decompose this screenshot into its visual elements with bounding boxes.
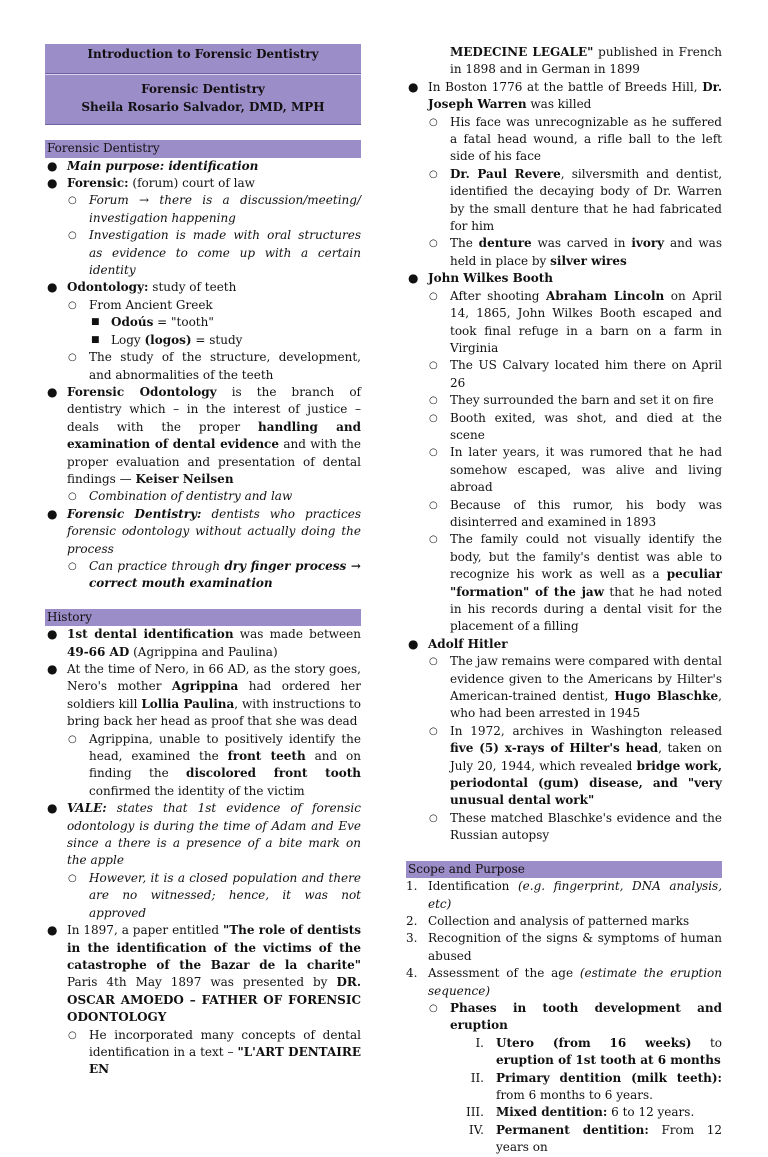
list-text: 6 to 12 years. — [607, 1105, 695, 1120]
term: (logos) — [144, 332, 192, 347]
emphasis: Abraham Lincoln — [546, 288, 665, 303]
number-marker: 3. — [406, 931, 418, 946]
list-text: Booth exited, was shot, and died at the scene — [450, 410, 722, 442]
list-text: He incorporated many concepts of dental identification in a text – — [89, 1027, 361, 1059]
list-item — [45, 279, 361, 383]
sub-list — [67, 192, 361, 279]
square-marker: ■ — [91, 334, 100, 345]
emphasis: Mixed dentition: — [496, 1105, 608, 1120]
sub-list — [67, 558, 361, 593]
history-list — [45, 626, 361, 1079]
sub-list — [67, 731, 361, 801]
circle-marker: ○ — [68, 872, 77, 884]
list-text: , taken on July 20, 1944, which revealed — [450, 741, 722, 773]
list-item — [67, 349, 361, 384]
circle-marker: ○ — [429, 360, 438, 372]
emphasis: Utero (from 16 weeks) — [496, 1035, 692, 1050]
scope-list — [406, 878, 722, 1157]
roman-list — [450, 1035, 722, 1157]
list-text: dentists who practices forensic odontology without actually doing the process — [67, 506, 361, 556]
emphasis: five (5) x-rays of Hilter's head — [450, 741, 659, 756]
list-item — [45, 661, 361, 800]
circle-marker: ○ — [429, 168, 438, 180]
circle-marker: ○ — [429, 116, 438, 128]
list-item — [45, 175, 361, 279]
list-text: confirmed the identity of the victim — [89, 783, 305, 798]
list-item — [45, 800, 361, 922]
emphasis: Lollia Paulina — [141, 696, 235, 711]
term: John Wilkes Booth — [428, 271, 553, 286]
list-item — [406, 913, 722, 930]
list-text: study of teeth — [148, 280, 237, 295]
circle-marker: ○ — [68, 352, 77, 364]
list-item — [428, 1000, 722, 1157]
list-text: The — [450, 236, 479, 251]
list-item — [428, 444, 722, 496]
sub-list — [67, 1027, 361, 1079]
list-item — [67, 1027, 361, 1079]
list-item — [45, 626, 361, 661]
term: Forensic Dentistry: — [67, 506, 202, 521]
list-text: Agrippina, unable to positively identify the head, examined the — [89, 731, 361, 764]
list-item — [67, 731, 361, 801]
circle-marker: ○ — [429, 238, 438, 250]
bullet-marker: ● — [47, 176, 58, 191]
list-item — [406, 878, 722, 913]
list-text: In 1897, a paper entitled — [67, 923, 223, 938]
list-item — [45, 384, 361, 506]
list-text: These matched Blaschke's evidence and the Russian autopsy — [450, 810, 722, 843]
list-text: was made between — [233, 627, 361, 642]
number-marker: 4. — [406, 966, 418, 981]
emphasis: eruption of 1st tooth at 6 months — [496, 1053, 721, 1068]
list-item — [89, 332, 361, 349]
circle-marker: ○ — [68, 733, 77, 745]
emphasis: dry finger process → correct mouth examination — [89, 558, 361, 591]
list-item — [45, 158, 361, 175]
list-item — [406, 79, 722, 270]
list-text: After shooting — [450, 288, 547, 303]
emphasis: Primary dentition (milk teeth): — [496, 1070, 722, 1085]
document-author: Sheila Rosario Salvador, DMD, MPH — [81, 99, 325, 114]
list-text: = "tooth" — [153, 315, 214, 330]
emphasis: front teeth — [227, 749, 306, 764]
bullet-marker: ● — [47, 662, 58, 676]
list-text: In Boston 1776 at the battle of Breeds Hill, — [428, 79, 703, 94]
list-text: states that 1st evidence of forensic odontology is during the time of Adam and Eve since a there is a presence of a bite mark on the apple — [67, 801, 361, 868]
list-item — [428, 392, 722, 409]
list-text: and was held in place by — [450, 236, 722, 268]
list-item — [450, 1035, 722, 1070]
emphasis: MEDECINE LEGALE" — [450, 45, 594, 59]
bullet-marker: ● — [47, 801, 58, 816]
roman-marker: II. — [470, 1070, 484, 1085]
list-item — [428, 288, 722, 358]
list-text: Forum → there is a discussion/meeting/ investigation happening — [89, 193, 361, 225]
bullet-marker: ● — [47, 923, 58, 938]
emphasis: 49-66 AD — [67, 644, 130, 659]
list-text: and with the proper evaluation and presentation of dental findings — — [67, 437, 361, 486]
circle-marker: ○ — [68, 195, 77, 207]
list-text: was killed — [526, 97, 592, 112]
emphasis: Agrippina — [171, 679, 239, 694]
spacer — [45, 593, 361, 609]
list-text: From 12 years on — [496, 1122, 722, 1155]
list-text: is the branch of dentistry which – in the interest of justice – deals with the proper — [67, 384, 361, 434]
left-column — [45, 44, 361, 1079]
list-text: Paris 4th May 1897 was presented by — [67, 975, 337, 990]
emphasis: Dr. Joseph Warren — [428, 79, 722, 112]
list-item — [428, 114, 722, 166]
emphasis: discolored front tooth — [186, 766, 361, 781]
circle-marker: ○ — [68, 491, 77, 503]
sub-list — [428, 288, 722, 636]
list-text: The study of the structure, development, and abnormalities of the teeth — [89, 350, 361, 382]
list-item — [89, 314, 361, 331]
history-list-continued — [406, 79, 722, 845]
sub-list — [428, 114, 722, 271]
list-text: published in French in 1898 and in German in 1899 — [450, 45, 722, 77]
roman-marker: III. — [465, 1105, 484, 1120]
term: VALE: — [67, 801, 107, 816]
bullet-marker: ● — [408, 271, 419, 286]
list-text: Logy — [111, 332, 145, 347]
forensic-list — [45, 158, 361, 593]
circle-marker: ○ — [429, 447, 438, 459]
list-text: (e.g. fingerprint, DNA analysis, etc) — [428, 879, 723, 911]
document-title: Introduction to Forensic Dentistry — [45, 44, 361, 74]
list-text: had ordered her soldiers kill — [67, 679, 362, 711]
term: Phases in tooth development and eruption — [450, 1000, 722, 1033]
list-item — [450, 1070, 722, 1105]
bullet-marker: ● — [408, 636, 419, 651]
list-text: Collection and analysis of patterned marks — [428, 913, 690, 928]
sub-list — [67, 297, 361, 384]
list-text: They surrounded the barn and set it on fire — [450, 393, 714, 408]
number-marker: 2. — [406, 913, 418, 928]
list-text: = study — [191, 332, 243, 347]
list-item — [450, 1122, 722, 1157]
circle-marker: ○ — [429, 290, 438, 302]
emphasis: peculiar "formation" of the jaw — [450, 567, 722, 599]
list-item — [406, 270, 722, 636]
emphasis: Hugo Blaschke — [614, 689, 719, 704]
list-item — [67, 870, 361, 922]
list-item — [428, 357, 722, 392]
list-item — [406, 965, 722, 1156]
roman-marker: I. — [475, 1035, 484, 1050]
sub-list — [428, 1000, 722, 1157]
list-item — [45, 922, 361, 1079]
list-item — [67, 558, 361, 593]
bullet-marker: ● — [47, 384, 58, 399]
term: Forensic: — [67, 176, 129, 191]
list-text: Recognition of the signs & symptoms of human abused — [428, 931, 722, 963]
circle-marker: ○ — [429, 499, 438, 511]
list-item — [428, 235, 722, 270]
list-text: Can practice through — [89, 558, 225, 573]
list-text: Because of this rumor, his body was disinterred and examined in 1893 — [450, 497, 722, 529]
section-heading-forensic: Forensic Dentistry — [45, 140, 361, 157]
circle-marker: ○ — [429, 656, 438, 668]
list-item — [428, 410, 722, 445]
list-item — [428, 531, 722, 635]
list-text: (forum) court of law — [128, 176, 255, 191]
sub-list — [67, 488, 361, 505]
circle-marker: ○ — [429, 725, 438, 737]
emphasis: denture — [478, 236, 532, 251]
term: Odoús — [111, 315, 154, 330]
list-text: However, it is a closed population and there are no witnessed; hence, it was not approved — [89, 870, 361, 920]
sub-sub-list — [89, 314, 361, 349]
emphasis: Keiser Neilsen — [135, 471, 234, 486]
list-item — [428, 653, 722, 723]
term: Adolf Hitler — [428, 636, 508, 651]
circle-marker: ○ — [68, 560, 77, 572]
title-block — [45, 74, 361, 125]
emphasis: Permanent dentition: — [496, 1122, 649, 1137]
bullet-marker: ● — [47, 627, 58, 642]
emphasis: Dr. Paul Revere — [450, 166, 561, 181]
emphasis: ivory — [631, 236, 665, 251]
list-item — [45, 506, 361, 593]
list-text: to — [691, 1035, 722, 1050]
term: 1st dental identification — [67, 627, 234, 642]
list-text: was carved in — [531, 236, 632, 251]
roman-marker: IV. — [468, 1122, 484, 1137]
list-text: Identification — [428, 879, 518, 894]
list-text: from 6 months to 6 years. — [496, 1087, 653, 1102]
list-text: His face was unrecognizable as he suffered a fatal head wound, a rifle ball to the left side of his face — [450, 114, 722, 164]
list-text: The US Calvary located him there on April 26 — [450, 358, 722, 390]
list-item — [67, 227, 361, 279]
list-text: Assessment of the age — [428, 966, 580, 981]
list-text: Investigation is made with oral structures as evidence to come up with a certain identity — [89, 228, 361, 278]
list-text: Combination of dentistry and law — [89, 489, 293, 504]
list-item — [428, 810, 722, 845]
list-text: , silversmith and dentist, identified the decaying body of Dr. Warren by the small denture that he had fabricated for him — [450, 166, 723, 234]
list-text: on April 14, 1865, John Wilkes Booth escaped and took final refuge in a barn on a farm in Virginia — [450, 288, 723, 355]
emphasis: bridge work, periodontal (gum) disease, and "very unusual dental work" — [450, 758, 722, 808]
circle-marker: ○ — [68, 1029, 77, 1041]
list-item — [428, 723, 722, 810]
number-marker: 1. — [406, 879, 418, 894]
list-text: that he had noted in his records during a dental visit for the placement of a filling — [450, 584, 723, 634]
list-text: Main purpose: identification — [67, 158, 259, 173]
bullet-marker: ● — [408, 79, 419, 94]
circle-marker: ○ — [68, 299, 77, 311]
list-text: In 1972, archives in Washington released — [450, 723, 722, 738]
document-subtitle: Forensic Dentistry — [141, 82, 265, 97]
emphasis: "The role of dentists in the identification of the victims of the catastrophe of the Bazar de la charite" — [67, 923, 361, 972]
list-item — [428, 497, 722, 532]
list-item — [67, 297, 361, 349]
list-item — [450, 1104, 722, 1121]
emphasis: "L'ART DENTAIRE EN — [89, 1044, 361, 1077]
list-text: At the time of Nero, in 66 AD, as the story goes, Nero's mother — [67, 662, 361, 694]
list-text: , with instructions to bring back her head as proof that she was dead — [67, 696, 362, 729]
square-marker: ■ — [91, 317, 100, 328]
right-column — [406, 44, 722, 1157]
bullet-marker: ● — [47, 506, 58, 521]
list-item — [428, 166, 722, 236]
list-text: The family could not visually identify the body, but the family's dentist was able to recognize his work as well as a — [450, 532, 722, 582]
circle-marker: ○ — [429, 534, 438, 546]
circle-marker: ○ — [429, 395, 438, 407]
list-text: , who had been arrested in 1945 — [450, 689, 722, 721]
bullet-marker: ● — [47, 280, 58, 295]
section-heading-history: History — [45, 609, 361, 626]
circle-marker: ○ — [429, 1002, 438, 1014]
term: Forensic Odontology — [67, 384, 217, 399]
circle-marker: ○ — [429, 412, 438, 424]
bullet-marker: ● — [47, 158, 58, 173]
continued-text — [406, 44, 722, 79]
list-text: (Agrippina and Paulina) — [129, 644, 278, 659]
spacer — [406, 845, 722, 861]
list-item — [67, 192, 361, 227]
circle-marker: ○ — [68, 230, 77, 242]
list-item — [406, 636, 722, 845]
list-item — [406, 930, 722, 965]
sub-list — [67, 870, 361, 922]
list-text: In later years, it was rumored that he had somehow escaped, was alive and living abroad — [450, 445, 722, 495]
sub-list — [428, 653, 722, 844]
list-text: The jaw remains were compared with dental evidence given to the Americans by Hilter's American-trained dentist, — [450, 654, 722, 704]
list-text: From Ancient Greek — [89, 297, 213, 312]
list-text: (estimate the eruption sequence) — [428, 966, 722, 998]
list-text: and on finding the — [89, 749, 362, 781]
circle-marker: ○ — [429, 812, 438, 824]
emphasis: DR. OSCAR AMOEDO – FATHER OF FORENSIC ODONTOLOGY — [67, 975, 361, 1025]
emphasis: handling and examination of dental evidence — [67, 419, 361, 452]
term: Odontology: — [67, 280, 149, 295]
section-heading-scope: Scope and Purpose — [406, 861, 722, 878]
emphasis: silver wires — [550, 253, 627, 268]
list-item — [67, 488, 361, 505]
